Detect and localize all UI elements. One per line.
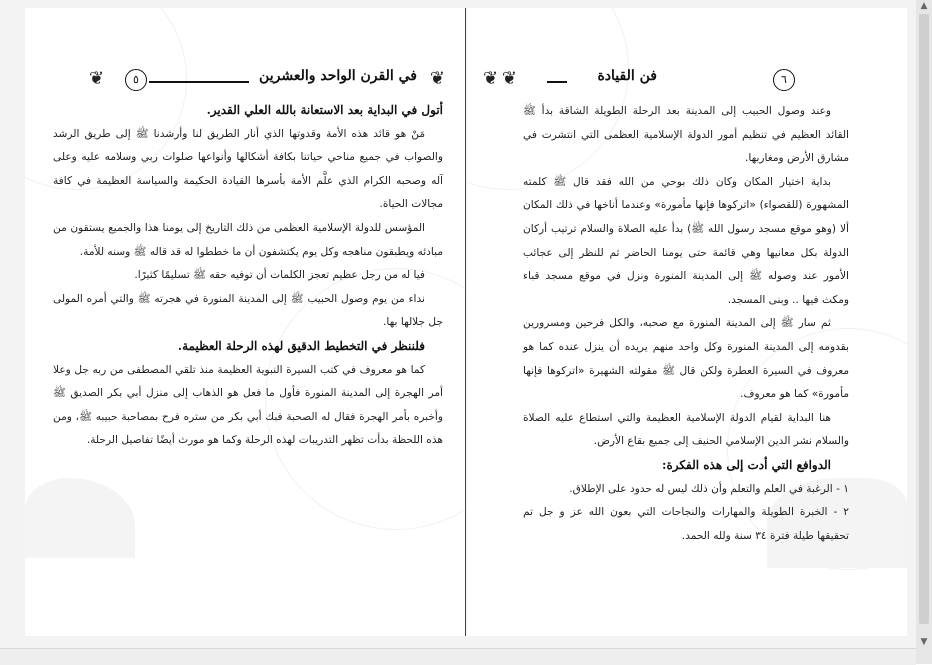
flourish-ornament-icon: ❦	[429, 68, 445, 89]
header-rule	[149, 81, 249, 83]
page-header	[45, 66, 445, 94]
section-heading: الدوافع التي أدت إلى هذه الفكرة:	[662, 457, 831, 472]
paragraph: وعند وصول الحبيب إلى المدينة بعد الرحلة الطويلة الشاقة بدأ ﷺ القائد العظيم في تنظيم أمور الدولة الإسلامية العظمى التي انتشرت في مشارق الأرض ومغاربها.	[523, 105, 849, 165]
page-body	[53, 99, 443, 453]
paragraph: كما هو معروف في كتب السيرة النبوية العظيمة منذ تلقي المصطفى من ربه جل وعلا أمر الهجرة إلى المدينة المنورة فأول ما فعل هو الذهاب إلى منزل أبي بكر الصديق ﷺ وأخبره بأمر الهجرة فقال له الصحبة فبك أبي بكر من ستره فرح بمصاحبة حبيبه ﷺ، ومن هذه اللحظة بدأت تظهر التدريبات لهذه الرحلة وكما هو مورث أيضًا تفاصيل الرحلة.	[53, 363, 443, 447]
page-body	[523, 100, 849, 548]
background-scenery	[25, 478, 135, 558]
paragraph: نداء من يوم وصول الحبيب ﷺ إلى المدينة المنورة في هجرته ﷺ والتي أمره المولى جل جلالها بها.	[53, 292, 443, 329]
scrollbar-thumb[interactable]	[919, 14, 929, 624]
section-heading: أتول في البداية بعد الاستعانة بالله العلي القدير.	[206, 103, 443, 117]
flourish-ornament-icon: ❦	[89, 68, 105, 89]
list-item: ١ - الرغبة في العلم والتعلم وأن ذلك ليس له حدود على الإطلاق.	[569, 482, 849, 495]
list-item: ٢ - الخبرة الطويلة والمهارات والنجاحات التي بعون الله عز و جل تم تحقيقها طيلة فترة ٣٤ سنة ولله الحمد.	[523, 506, 849, 542]
paragraph: المؤسس للدولة الإسلامية العظمى من ذلك التاريخ إلى يومنا هذا والجميع يستقون من مبادئه ويطبقون مناهجه وكل يوم يكتشفون أن ما خططوا له قد قاله ﷺ وسنه للأمة.	[53, 221, 443, 258]
page-number: ٥	[125, 69, 147, 91]
paragraph: مَنْ هو قائد هذه الأمة وقدوتها الذي أنار الطريق لنا وأرشدنا ﷺ إلى طريق الرشد والصواب في جميع مناحي حياتنا بكافة أشكالها وأنواعها صلوات ربي وسلامه عليه وعلى آله وصحبه الكرام الذي علَّم الأمة بأسرها القيادة الحكيمة والسياسة العظيمة في كافة مجالات الحياة.	[53, 127, 443, 211]
vertical-scrollbar[interactable]	[916, 0, 932, 664]
section-heading: فلننظر في التخطيط الدقيق لهذه الرحلة العظيمة.	[177, 338, 425, 353]
paragraph: هنا البداية لقيام الدولة الإسلامية العظيمة والتي استطاع عليه الصلاة والسلام نشر الدين الإسلامي الحنيف إلى جميع بقاع الأرض.	[523, 411, 849, 448]
horizontal-scrollbar[interactable]	[0, 648, 916, 665]
scroll-up-icon[interactable]: ▲	[920, 1, 928, 11]
header-title: في القرن الواحد والعشرين	[259, 68, 417, 84]
header-title: فن القيادة	[597, 68, 657, 84]
flourish-ornament-icon: ❦	[483, 68, 499, 89]
flourish-ornament-icon: ❦	[501, 68, 517, 89]
paragraph: بداية اختيار المكان وكان ذلك بوحي من الله فقد قال ﷺ كلمته المشهورة (للقصواء) «اتركوها فإنها مأمورة» وعندما أناخها في ذلك المكان ألا (وهو موقع مسجد رسول الله ﷺ) بدأ عليه الصلاة والسلام ترتيب أركان الدولة بكل معانيها وهي قائمة حتى يومنا الحاضر ثم للنظر إلى عجائب الأمور عند وصوله ﷺ إلى المدينة المنورة ونزل في موقع مسجد قباء ومكث فيها .. وبنى المسجد.	[523, 175, 849, 306]
header-rule	[547, 81, 567, 83]
scroll-down-icon[interactable]: ▼	[920, 637, 928, 647]
page-right	[467, 8, 907, 636]
page-left	[25, 8, 466, 636]
paragraph: ثم سار ﷺ إلى المدينة المنورة مع صحبه، والكل فرحين ومسرورين بقدومه إلى المدينة المنورة وكل واحد منهم يريده أن ينزل عنده كما هو معروف في السيرة العطرة ولكن قال ﷺ مقولته الشهيرة «اتركوها فإنها مأمورة» كما هو معروف.	[523, 317, 849, 401]
page-number: ٦	[773, 69, 795, 91]
page-header	[483, 66, 887, 94]
paragraph: فيا له من رجل عظيم تعجز الكلمات أن توفيه حقه ﷺ تسليمًا كثيرًا.	[134, 269, 425, 282]
